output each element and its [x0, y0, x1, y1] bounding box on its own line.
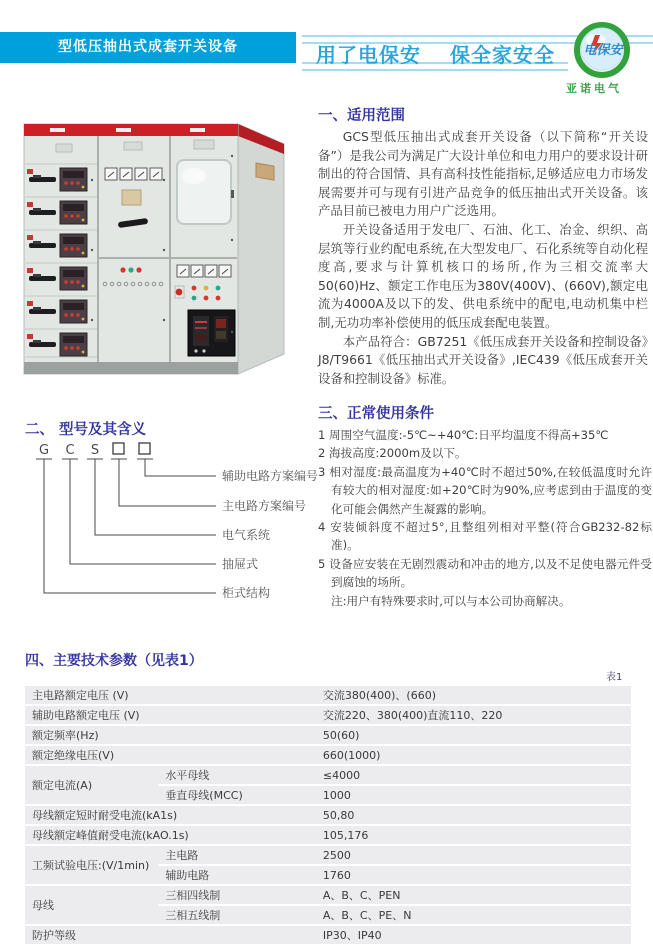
param-value: 660(1000) [316, 745, 631, 765]
table-row [25, 745, 631, 765]
param-label: 主电路额定电压 (V) [25, 686, 316, 705]
product-title-bar: 型低压抽出式成套开关设备 [0, 32, 296, 63]
param-value: ≤4000 [316, 765, 631, 785]
table-row [25, 825, 631, 845]
table-row [25, 845, 631, 865]
param-value: 50(60) [316, 725, 631, 745]
table-tag: 表1 [606, 672, 623, 683]
condition-item: 3 相对湿度:最高温度为+40℃时不超过50%,在较低温度时允许有较大的相对湿度:如+20℃时为90%,应考虑到由于温度的变化可能会偶然产生凝露的影响。 [318, 464, 652, 516]
table-row [25, 765, 631, 785]
table-row [25, 725, 631, 745]
param-value: 交流220、380(400)直流110、220 [316, 705, 631, 725]
param-value: 1000 [316, 785, 631, 805]
paragraph: 开关设备适用于发电厂、石油、化工、冶金、织织、高层筑等行业约配电系统,在大型发电厂、石化系统等自动化程度高,要求与计算机核口的场所,作为三相交流率大50(60)Hz、额定工作电压为380V(400V)、(660V),额定电流为4000A及以下的发、供电系统中的配电,电动机集中栏制,无功功率补偿使用的低压成套配电装置。 [318, 221, 648, 330]
param-value: IP30、IP40 [316, 925, 631, 945]
param-value: 105,176 [316, 825, 631, 845]
section-3-list [318, 426, 652, 610]
param-value: A、B、C、PEN [316, 885, 631, 905]
param-value: 2500 [316, 845, 631, 865]
param-sublabel: 主电路 [158, 845, 316, 865]
param-label: 母线额定短时耐受电流(kA1s) [25, 805, 316, 825]
model-designation-diagram [28, 440, 328, 615]
section-3-title: 三、正常使用条件 [318, 406, 434, 422]
param-sublabel: 三相四线制 [158, 885, 316, 905]
param-value: A、B、C、PE、N [316, 905, 631, 925]
condition-note: 注:用户有特殊要求时,可以与本公司协商解决。 [331, 593, 571, 608]
section-4-title: 四、主要技术参数（见表1） [25, 653, 203, 669]
model-label: 主电路方案编号 [222, 499, 307, 513]
model-label: 电气系统 [222, 528, 271, 542]
param-sublabel: 三相五线制 [158, 905, 316, 925]
brand-logo-icon [570, 22, 634, 80]
table-row [25, 805, 631, 825]
model-label: 柜式结构 [222, 586, 271, 600]
condition-item: 5 设备应安装在无剧烈震动和冲击的地方,以及不足使电器元件受到腐蚀的场所。 [318, 556, 652, 590]
param-label: 额定电流(A) [25, 765, 158, 805]
paragraph: 本产品符合：GB7251《低压成套开关设备和控制设备》J8/T9661《低压抽出式开关设备》,IEC439《低压成套开关设备和控制设备》标准。 [318, 333, 648, 386]
model-letter: C [65, 443, 75, 458]
param-label: 额定频率(Hz) [25, 725, 316, 745]
model-box [139, 443, 150, 454]
table-row [25, 705, 631, 725]
param-label: 防护等级 [25, 925, 316, 945]
model-letter: S [90, 443, 100, 458]
company-name: 亚诺电气 [566, 82, 622, 95]
param-label: 额定绝缘电压(V) [25, 745, 316, 765]
section-1-title: 一、适用范围 [318, 108, 405, 124]
logo-text: 电保安 [583, 43, 623, 58]
model-label: 抽屉式 [222, 557, 259, 571]
param-sublabel: 辅助电路 [158, 865, 316, 885]
condition-item: 4 安装倾斜度不超过5°,且整组列相对平整(符合GB232-82标准)。 [318, 520, 652, 553]
table-row [25, 885, 631, 905]
param-label: 母线 [25, 885, 158, 925]
model-label: 辅助电路方案编号 [222, 469, 319, 483]
section-1-body [318, 128, 648, 388]
param-label: 辅助电路额定电压 (V) [25, 705, 316, 725]
param-label: 工频试验电压:(V/1min) [25, 845, 158, 885]
model-letter: G [38, 443, 50, 458]
param-value: 1760 [316, 865, 631, 885]
param-sublabel: 水平母线 [158, 765, 316, 785]
section-2-title: 二、 型号及其含义 [25, 422, 147, 438]
condition-item: 2 海拔高度:2000m及以下。 [318, 446, 467, 461]
model-box [113, 443, 124, 454]
param-value: 50,80 [316, 805, 631, 825]
condition-item: 1 周围空气温度:-5℃~+40℃:日平均温度不得高+35℃ [318, 428, 609, 442]
table-row [25, 925, 631, 945]
table-row [25, 686, 631, 705]
slogan-text: 用了电保安 保全家安全 [316, 43, 555, 67]
param-label: 母线额定峰值耐受电流(kAO.1s) [25, 825, 316, 845]
param-value: 交流380(400)、(660) [316, 686, 631, 705]
parameters-table [25, 686, 631, 946]
param-sublabel: 垂直母线(MCC) [158, 785, 316, 805]
product-photo [12, 110, 304, 400]
paragraph: GCS型低压抽出式成套开关设备（以下简称“开关设备”）是我公司为满足广大设计单位和电力用户的要求设计研制出的符合国情、具有高科技性能指标,足够适应电力市场发展需要并可与现有引进产品竞争的低压抽出式开关设备。该产品目前已被电力用户广泛选用。 [318, 129, 648, 219]
